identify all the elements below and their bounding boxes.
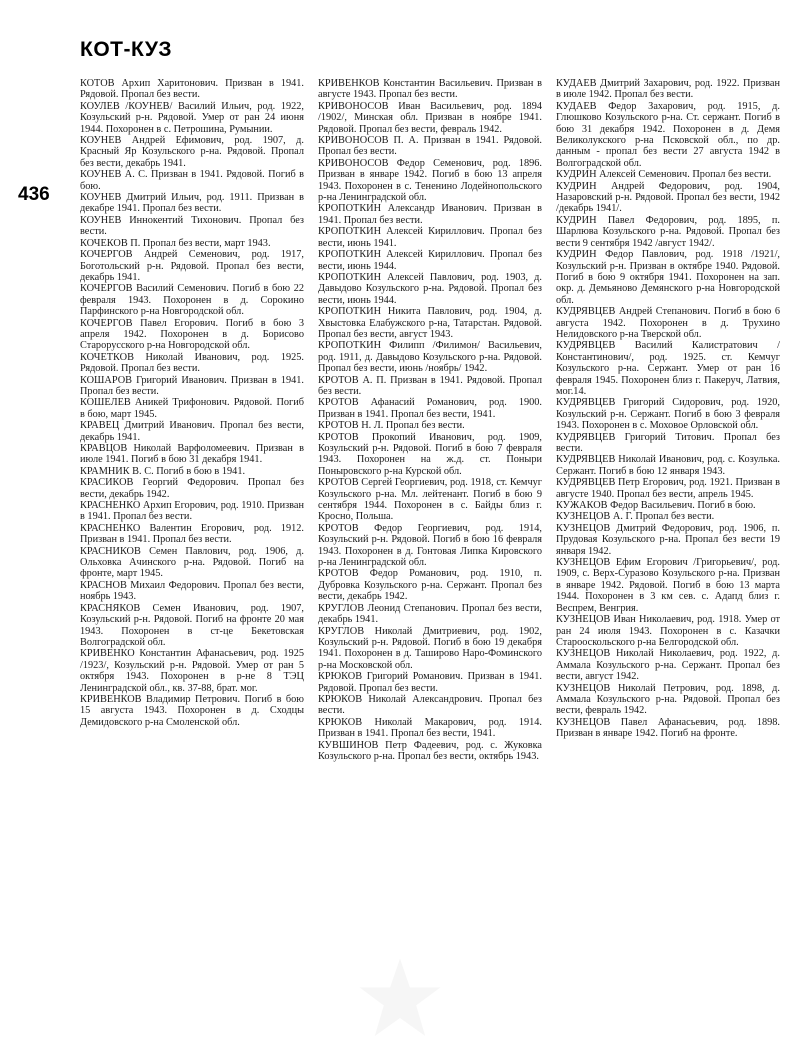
entry: КРИВОНОСОВ Иван Васильевич, род. 1894 /1902/, Минская обл. Призван в ноябре 1941. Рядовой. Пропал без вести, февраль 1942. bbox=[318, 100, 542, 135]
entry: КОШЕЛЕВ Аникей Трифонович. Рядовой. Погиб в бою, март 1945. bbox=[80, 397, 304, 420]
entry: КУДРЯВЦЕВ Андрей Степанович. Погиб в бою 6 августа 1942. Похоронен в д. Трухино Нелидовского р-на Тверской обл. bbox=[556, 306, 780, 340]
entry: КОУЛЕВ /КОУНЕВ/ Василий Ильич, род. 1922, Козульский р-н. Рядовой. Умер от ран 24 июня 1944. Похоронен в с. Петрошина, Румынии. bbox=[80, 100, 304, 135]
entry: КРАСИКОВ Георгий Федорович. Пропал без вести, декабрь 1942. bbox=[80, 477, 304, 500]
entry: КУЗНЕЦОВ Дмитрий Федорович, род. 1906, п. Прудовая Козульского р-на. Пропал без вести 19 января 1942. bbox=[556, 522, 780, 557]
entry: КУЗНЕЦОВ А. Г. Пропал без вести. bbox=[556, 511, 715, 523]
entry: КОУНЕВ Андрей Ефимович, род. 1907, д. Красный Яр Козульского р-на. Рядовой. Пропал без вести, декабрь 1941. bbox=[80, 135, 304, 169]
entry: КОУНЕВ Дмитрий Ильич, род. 1911. Призван в декабре 1941. Пропал без вести. bbox=[80, 192, 304, 215]
entry: КРАСНЕНКО Валентин Егорович, род. 1912. Призван в 1941. Пропал без вести. bbox=[80, 522, 304, 546]
entry: КОЧЕРГОВ Андрей Семенович, род. 1917, Боготольский р-н. Рядовой. Пропал без вести, декабрь 1941. bbox=[80, 249, 304, 283]
entry: КРАСНЕНКО Архип Егорович, род. 1910. Призван в 1941. Пропал без вести. bbox=[80, 500, 304, 523]
entry: КОЧЕКОВ П. Пропал без вести, март 1943. bbox=[80, 237, 271, 249]
entry: КРОПОТКИН Алексей Кириллович. Пропал без вести, июнь 1941. bbox=[318, 226, 542, 249]
entry: КРОТОВ Сергей Георгиевич, род. 1918, ст. Кемчуг Козульского р-на. Мл. лейтенант. Погиб в бою 9 сентября 1944. Похоронен в с. Байды близ г. Кросно, Польша. bbox=[318, 477, 542, 523]
entry: КУЗНЕЦОВ Николай Петрович, род. 1898, д. Аммала Козульского р-на. Рядовой. Пропал без вести, февраль 1942. bbox=[556, 682, 780, 717]
entry: КУДАЕВ Федор Захарович, род. 1915, д. Глюшково Козульского р-на. Ст. сержант. Погиб в бою 31 декабря 1942. Похоронен в д. Демя Великолукского р-на Псковской обл., по др. данным - пропал без вести 27 августа 1942 в Волгоградской обл. bbox=[556, 100, 780, 169]
entry: КРУГЛОВ Леонид Степанович. Пропал без вести, декабрь 1941. bbox=[318, 602, 542, 626]
entry: КРУГЛОВ Николай Дмитриевич, род. 1902, Козульский р-н. Рядовой. Погиб в бою 19 декабря 1941. Похоронен в д. Таширово Наро-Фоминского р-на Московской обл. bbox=[318, 625, 542, 671]
entry: КУДРЯВЦЕВ Василий Калистратович /Константинович/, род. 1925. ст. Кемчуг Козульского р-на. Сержант. Умер от ран 16 февраля 1945. Похоронен близ г. Пакеруч, Латвия, мог.14. bbox=[556, 340, 780, 397]
entry: КРЮКОВ Николай Макарович, род. 1914. Призван в 1941. Пропал без вести, 1941. bbox=[318, 716, 542, 740]
entry: КУДРЯВЦЕВ Петр Егорович, род. 1921. Призван в августе 1940. Пропал без вести, апрель 1945. bbox=[556, 477, 780, 500]
page-header bbox=[30, 38, 770, 72]
page-number: 436 bbox=[18, 184, 50, 205]
entry: КРОПОТКИН Алексей Павлович, род. 1903, д. Давыдово Козульского р-на. Рядовой. Пропал без вести, июнь 1944. bbox=[318, 271, 542, 306]
entry: КУДРИН Алексей Семенович. Пропал без вести. bbox=[556, 169, 772, 181]
entry: КОТОВ Архип Харитонович. Призван в 1941. Рядовой. Пропал без вести. bbox=[80, 78, 304, 101]
entry: КУДРЯВЦЕВ Николай Иванович, род. с. Козулька. Сержант. Погиб в бою 12 января 1943. bbox=[556, 454, 780, 477]
entry: КОУНЕВ Иннокентий Тихонович. Пропал без вести. bbox=[80, 214, 304, 238]
entry: КУДРЯВЦЕВ Григорий Титович. Пропал без вести. bbox=[556, 431, 780, 454]
entry: КРИВОНОСОВ П. А. Призван в 1941. Рядовой. Пропал без вести. bbox=[318, 135, 542, 158]
entry: КРОТОВ Федор Романович, род. 1910, п. Дубровка Козульского р-на. Сержант. Пропал без вести, декабрь 1942. bbox=[318, 568, 542, 603]
entry: КРОТОВ Афанасий Романович, род. 1900. Призван в 1941. Пропал без вести, 1941. bbox=[318, 397, 542, 420]
entry: КУДАЕВ Дмитрий Захарович, род. 1922. Призван в июле 1942. Пропал без вести. bbox=[556, 78, 780, 101]
entry: КРОПОТКИН Алексей Кириллович. Пропал без вести, июнь 1944. bbox=[318, 249, 542, 272]
column-1 bbox=[80, 78, 304, 762]
entry: КРАСНЯКОВ Семен Иванович, род. 1907, Козульский р-н. Рядовой. Погиб на фронте 20 мая 1943. Похоронен в ст-це Бекетовская Волгоградской обл. bbox=[80, 602, 304, 648]
entry: КРАМНИК В. С. Погиб в бою в 1941. bbox=[80, 465, 246, 477]
entry: КОШАРОВ Григорий Иванович. Призван в 1941. Пропал без вести. bbox=[80, 374, 304, 397]
entry: КРИВЕНКОВ Владимир Петрович. Погиб в бою 15 августа 1943. Похоронен в д. Сходцы Демидовского р-на Смоленской обл. bbox=[80, 693, 304, 728]
entry: КРЮКОВ Григорий Романович. Призван в 1941. Рядовой. Пропал без вести. bbox=[318, 671, 542, 694]
entry: КРИВЕНКО Константин Афанасьевич, род. 1925 /1923/, Козульский р-н. Рядовой. Умер от ран 5 октября 1943. Похоронен в р-не 8 ТЭЦ Ленинградской обл., кв. 37-88, брат. мог. bbox=[80, 648, 304, 694]
entry: КУДРИН Федор Павлович, род. 1918 /1921/, Козульский р-н. Призван в октябре 1940. Рядовой. Погиб в бою 9 октября 1941. Похоронен на зап. окр. д. Демьяново Демянского р-на Новгородской обл. bbox=[556, 249, 780, 306]
entry: КРАСНОВ Михаил Федорович. Пропал без вести, ноябрь 1943. bbox=[80, 579, 304, 603]
entry: КРОТОВ А. П. Призван в 1941. Рядовой. Пропал без вести. bbox=[318, 374, 542, 397]
entry: КРОТОВ Прокопий Иванович, род. 1909, Козульский р-н. Рядовой. Погиб в бою 7 февраля 1943. Похоронен на ж.д. ст. Поныри Поныровского р-на Курской обл. bbox=[318, 431, 542, 477]
entry: КОЧЕРГОВ Павел Егорович. Погиб в бою 3 апреля 1942. Похоронен в д. Борисово Старорусского р-на Новгородской обл. bbox=[80, 317, 304, 352]
entry: КОУНЕВ А. С. Призван в 1941. Рядовой. Погиб в бою. bbox=[80, 169, 304, 192]
entry: КУЖАКОВ Федор Васильевич. Погиб в бою. bbox=[556, 500, 756, 512]
entry: КРИВОНОСОВ Федор Семенович, род. 1896. Призван в январе 1942. Погиб в бою 13 апреля 1943. Похоронен в с. Тененино Лодейнопольского р-на Ленинградской обл. bbox=[318, 157, 542, 204]
entry: КУВШИНОВ Петр Фадеевич, род. с. Жуковка Козульского р-на. Пропал без вести, октябрь 1943. bbox=[318, 739, 542, 762]
entry: КРОПОТКИН Никита Павлович, род. 1904, д. Хвыстовка Елабужского р-на, Татарстан. Рядовой. Пропал без вести, август 1943. bbox=[318, 306, 542, 340]
entry: КРЮКОВ Николай Александрович. Пропал без вести. bbox=[318, 693, 542, 717]
entry: КУЗНЕЦОВ Павел Афанасьевич, род. 1898. Призван в январе 1942. Погиб на фронте. bbox=[556, 716, 780, 740]
entry: КРИВЕНКОВ Константин Васильевич. Призван в августе 1943. Пропал без вести. bbox=[318, 78, 542, 101]
entry: КРОПОТКИН Александр Иванович. Призван в 1941. Пропал без вести. bbox=[318, 203, 542, 226]
entry: КРАВЕЦ Дмитрий Иванович. Пропал без вести, декабрь 1941. bbox=[80, 420, 304, 443]
entry: КОЧЕРГОВ Василий Семенович. Погиб в бою 22 февраля 1943. Похоронен в д. Сорокино Парфинского р-на Новгородской обл. bbox=[80, 283, 304, 318]
entry: КРОПОТКИН Филипп /Филимон/ Васильевич, род. 1911, д. Давыдово Козульского р-на. Рядовой. Пропал без вести, июнь /ноябрь/ 1942. bbox=[318, 340, 542, 375]
text-columns bbox=[80, 78, 780, 762]
star-watermark bbox=[355, 955, 445, 1045]
entry: КУЗНЕЦОВ Ефим Егорович /Григорьевич/, род. 1909, с. Верх-Суразово Козульского р-на. Призван в январе 1942. Рядовой. Погиб в бою 13 марта 1944. Похоронен в 3 км сев. с. Адапд близ г. Веспрем, Венгрия. bbox=[556, 557, 780, 614]
entry: КРАВЦОВ Николай Варфоломеевич. Призван в июле 1941. Погиб в бою 31 декабря 1941. bbox=[80, 443, 304, 466]
entry: КУДРЯВЦЕВ Григорий Сидорович, род. 1920, Козульский р-н. Сержант. Погиб в бою 3 февраля 1943. Похоронен в с. Моховое Орловской обл. bbox=[556, 397, 780, 432]
entry: КОЧЕТКОВ Николай Иванович, род. 1925. Рядовой. Пропал без вести. bbox=[80, 351, 304, 375]
entry: КУДРИН Павел Федорович, род. 1895, п. Шарлюва Козульского р-на. Рядовой. Пропал без вести 9 сентября 1942 /август 1942/. bbox=[556, 214, 780, 249]
page-title: КОТ-КУЗ bbox=[80, 38, 173, 61]
entry: КУЗНЕЦОВ Иван Николаевич, род. 1918. Умер от ран 24 июля 1943. Похоронен в с. Казачки Старооскольского р-на Белгородской обл. bbox=[556, 614, 780, 648]
column-3 bbox=[556, 78, 780, 762]
entry: КУЗНЕЦОВ Николай Николаевич, род. 1922, д. Аммала Козульского р-на. Сержант. Пропал без вести, август 1942. bbox=[556, 648, 780, 683]
entry: КРОТОВ Федор Георгиевич, род. 1914, Козульский р-н. Рядовой. Погиб в бою 16 февраля 1943. Похоронен в д. Гонтовая Липка Кировского р-на Ленинградской обл. bbox=[318, 522, 542, 569]
entry: КУДРИН Андрей Федорович, род. 1904, Назаровский р-н. Рядовой. Пропал без вести, 1942 /декабрь 1941/. bbox=[556, 180, 780, 215]
entry: КРОТОВ Н. Л. Пропал без вести. bbox=[318, 420, 465, 432]
column-2 bbox=[318, 78, 542, 762]
entry: КРАСНИКОВ Семен Павлович, род. 1906, д. Ольховка Ачинского р-на. Рядовой. Погиб на фронте, март 1945. bbox=[80, 545, 304, 580]
